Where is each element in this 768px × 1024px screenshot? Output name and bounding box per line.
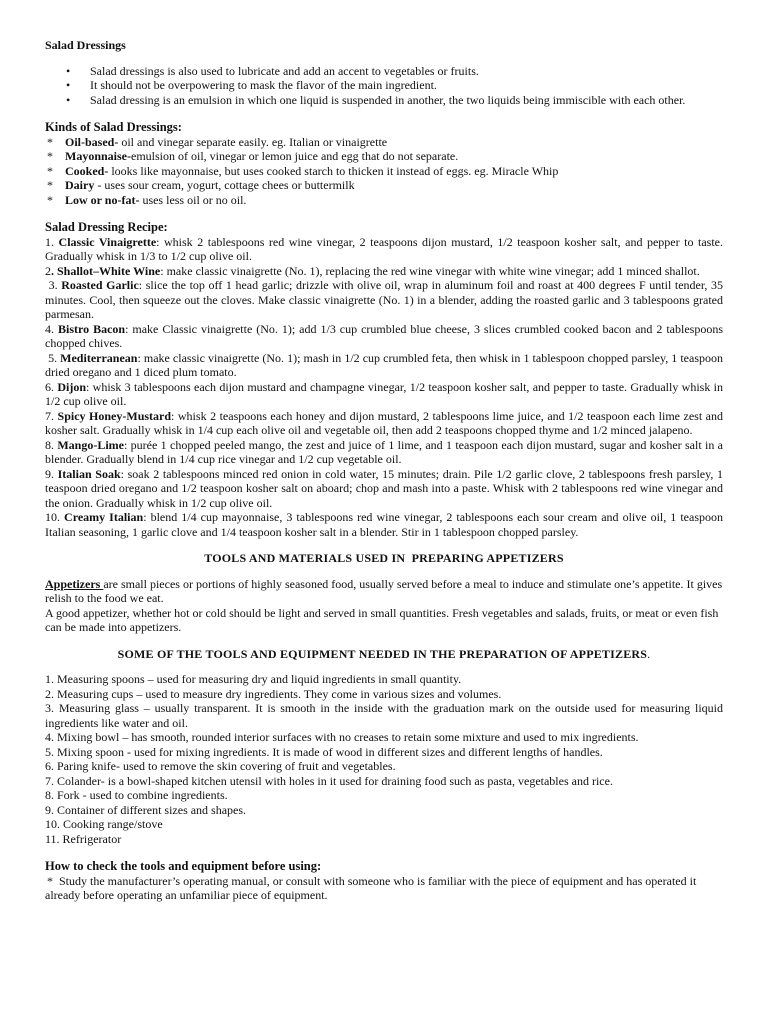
recipe-text: : whisk 2 teaspoons each honey and dijon mustard, 2 tablespoons lime juice, and 1/2 teaspoon each lime zest and kosher salt. Gradually whisk in 1/4 cup each olive oil and vegetable oil, then add 2 teaspoons chopped thyme and 1/2 minced jalapeno. <box>45 408 724 437</box>
star-bullet: * <box>47 134 53 149</box>
recipe-name: Bistro Bacon <box>57 321 126 336</box>
recipe-number: 7. <box>45 408 58 423</box>
star-bullet: * <box>47 192 53 207</box>
equipment-item: 5. Mixing spoon - used for mixing ingredients. It is made of wood in different sizes and different lengths of handles. <box>45 744 603 759</box>
kind-text: oil and vinegar separate easily. eg. Italian or vinaigrette <box>118 134 388 149</box>
kind-term: Low or no-fat- <box>65 192 140 207</box>
star-bullet: * <box>47 149 53 163</box>
recipe-text: : slice the top off 1 head garlic; drizzle with olive oil, wrap in aluminum foil and roast at 400 degrees F until tender, 35 minutes. Cool, then squeeze out the cloves. Make classic vinaigrette (No. 1) in a blender, adding the roasted garlic and 3 tablespoons grated parmesan. <box>45 278 723 321</box>
recipe-name: Dijon <box>57 379 87 394</box>
recipe-number: 5. <box>45 350 61 365</box>
equipment-item: 10. Cooking range/stove <box>45 817 163 831</box>
kind-term: Oil-based- <box>65 134 119 149</box>
recipe-text: : make classic vinaigrette (No. 1); mash in 1/2 cup crumbled feta, then whisk in 1 tablespoon chopped parsley, 1 teaspoon dried oregano and 1 diced plum tomato. <box>45 350 724 379</box>
recipe-name: Mango-Lime <box>57 437 124 452</box>
recipe-number: 1. <box>45 234 59 249</box>
recipe-text: : soak 2 tablespoons minced red onion in cold water, 15 minutes; drain. Pile 1/2 garlic clove, 2 tablespoons fresh parsley, 1 teaspoon dried oregano and 1/2 teaspoon kosher salt on aboard; chop and mash into a paste. Whisk with 2 tablespoons red wine vinegar and the onion. Gradually whisk in 1/2 cup olive oil. <box>45 466 723 510</box>
kind-term: Dairy <box>65 178 95 192</box>
recipe-number: 8. <box>45 437 58 452</box>
salad-bullet: • It should not be overpowering to mask the flavor of the main ingredient. <box>90 78 723 93</box>
equipment-item: 8. Fork - used to combine ingredients. <box>45 788 228 802</box>
equipment-title-end: . <box>647 646 651 661</box>
equipment-item: 7. Colander- is a bowl-shaped kitchen utensil with holes in it used for draining food such as pasta, vegetables and rice. <box>45 773 613 788</box>
recipe-text: : make Classic vinaigrette (No. 1); add 1/3 cup crumbled blue cheese, 3 slices crumbled cooked bacon and 2 tablespoons chopped chives. <box>45 321 724 350</box>
recipe-name: Creamy Italian <box>64 510 144 524</box>
check-text-body: Study the manufacturer’s operating manual, or consult with someone who is familiar with the piece of equipment and has operated it already before operating an unfamiliar piece of equipment. <box>45 873 700 902</box>
recipe-name: Mediterranean <box>60 350 138 365</box>
appetizers-definition <box>45 577 723 606</box>
recipe-item <box>45 467 723 511</box>
equipment-item: 9. Container of different sizes and shapes. <box>45 802 247 817</box>
salad-dressings-title: Salad Dressings <box>45 38 126 52</box>
recipes-title: Salad Dressing Recipe: <box>45 220 168 234</box>
equipment-list <box>45 672 723 846</box>
kind-term: Cooked- <box>65 163 109 178</box>
equipment-title <box>45 647 723 662</box>
kind-text: uses less oil or no oil. <box>139 192 247 207</box>
check-section <box>45 859 723 903</box>
salad-bullet: • Salad dressings is also used to lubricate and add an accent to vegetables or fruits. <box>90 64 723 79</box>
kind-text: looks like mayonnaise, but uses cooked starch to thicken it instead of eggs. eg. Miracle Whip <box>108 163 559 178</box>
recipe-number: 10. <box>45 510 65 524</box>
equipment-item: 11. Refrigerator <box>45 831 122 846</box>
star-bullet: * <box>47 163 53 178</box>
recipe-item <box>45 322 723 351</box>
recipe-name: Spicy Honey-Mustard <box>57 408 172 423</box>
recipe-text: : whisk 3 tablespoons each dijon mustard and champagne vinegar, 1/2 teaspoon kosher salt, and pepper to taste. Gradually whisk in 1/2 cup olive oil. <box>45 379 724 408</box>
recipe-item <box>45 409 723 438</box>
recipe-number: 2 <box>45 263 51 278</box>
recipe-text: : whisk 2 tablespoons red wine vinegar, 2 teaspoons dijon mustard, 1/2 teaspoon kosher salt, and pepper to taste. Gradually whisk in 1/3 to 1/2 cup olive oil. <box>45 234 723 263</box>
kind-item <box>45 135 723 150</box>
recipe-name: . Shallot–White Wine <box>51 263 161 278</box>
star-bullet: * <box>47 178 53 192</box>
star-bullet: * <box>47 873 53 888</box>
recipe-item <box>45 235 723 264</box>
kind-item <box>45 149 723 164</box>
kinds-title: Kinds of Salad Dressings: <box>45 120 182 134</box>
recipe-number: 4. <box>45 321 58 336</box>
kind-item <box>45 164 723 179</box>
recipe-number: 6. <box>45 379 58 394</box>
recipe-name: Italian Soak <box>57 466 121 481</box>
recipe-item <box>45 438 723 467</box>
salad-bullet-list <box>45 64 723 108</box>
recipe-text: : blend 1/4 cup mayonnaise, 3 tablespoons red wine vinegar, 2 tablespoons each sour cream and olive oil, 1 teaspoon Italian seasoning, 1 garlic clove and 1/4 teaspoon kosher salt in a blender. Stir in 1 tablespoon chopped parsley. <box>45 510 724 539</box>
recipe-number: 3. <box>45 278 62 292</box>
recipe-number: 9. <box>45 466 58 481</box>
tools-section-title: TOOLS AND MATERIALS USED IN PREPARING APPETIZERS <box>204 551 564 565</box>
equipment-title-text: SOME OF THE TOOLS AND EQUIPMENT NEEDED IN THE PREPARATION OF APPETIZERS <box>117 646 648 661</box>
kind-term: Mayonnaise- <box>65 149 131 163</box>
equipment-item: 2. Measuring cups – used to measure dry ingredients. They come in various sizes and volumes. <box>45 686 502 701</box>
equipment-item: 1. Measuring spoons – used for measuring dry and liquid ingredients in small quantity. <box>45 672 462 686</box>
salad-bullet: • Salad dressing is an emulsion in which one liquid is suspended in another, the two liquids being immiscible with each other. <box>90 93 723 108</box>
recipes-section <box>45 220 723 539</box>
check-text <box>45 874 723 903</box>
equipment-item: 3. Measuring glass – usually transparent. It is smooth in the inside with the graduation mark on the outside used for measuring liquid ingredients like water and oil. <box>45 701 723 730</box>
check-title: How to check the tools and equipment before using: <box>45 859 322 873</box>
recipe-item <box>45 278 723 322</box>
recipe-item <box>45 264 723 279</box>
salad-dressings-section <box>45 38 723 107</box>
kinds-section <box>45 120 723 207</box>
recipe-text: : purée 1 chopped peeled mango, the zest and juice of 1 lime, and 1 teaspoon each dijon mustard, sugar and kosher salt in a blender. Gradually blend in 1/4 cup rice vinegar and 1/2 cup vegetable oil. <box>45 437 723 466</box>
equipment-item: 4. Mixing bowl – has smooth, rounded interior surfaces with no creases to retain some mixture and used to mix ingredients. <box>45 730 639 744</box>
kind-item <box>45 178 723 193</box>
kind-item <box>45 193 723 208</box>
appetizers-intro <box>45 577 723 635</box>
kinds-list <box>45 135 723 208</box>
appetizers-paragraph: A good appetizer, whether hot or cold should be light and served in small quantities. Fresh vegetables and salads, fruits, or meat or even fish can be made into appetizers. <box>45 605 719 634</box>
kind-text: - uses sour cream, yogurt, cottage chees or buttermilk <box>94 178 355 192</box>
appetizers-term: Appetizers <box>45 576 104 591</box>
recipe-item <box>45 351 723 380</box>
recipe-item <box>45 510 723 539</box>
recipe-text: : make classic vinaigrette (No. 1), replacing the red wine vinegar with white wine vinegar; add 1 minced shallot. <box>160 263 700 278</box>
equipment-item: 6. Paring knife- used to remove the skin covering of fruit and vegetables. <box>45 759 396 773</box>
recipe-name: Roasted Garlic <box>61 278 139 292</box>
appetizers-definition-text: are small pieces or portions of highly seasoned food, usually served before a meal to induce and stimulate one’s appetite. It gives relish to the food we eat. <box>45 576 723 605</box>
recipe-name: Classic Vinaigrette <box>58 234 157 249</box>
recipe-item <box>45 380 723 409</box>
kind-text: emulsion of oil, vinegar or lemon juice and egg that do not separate. <box>131 149 459 163</box>
